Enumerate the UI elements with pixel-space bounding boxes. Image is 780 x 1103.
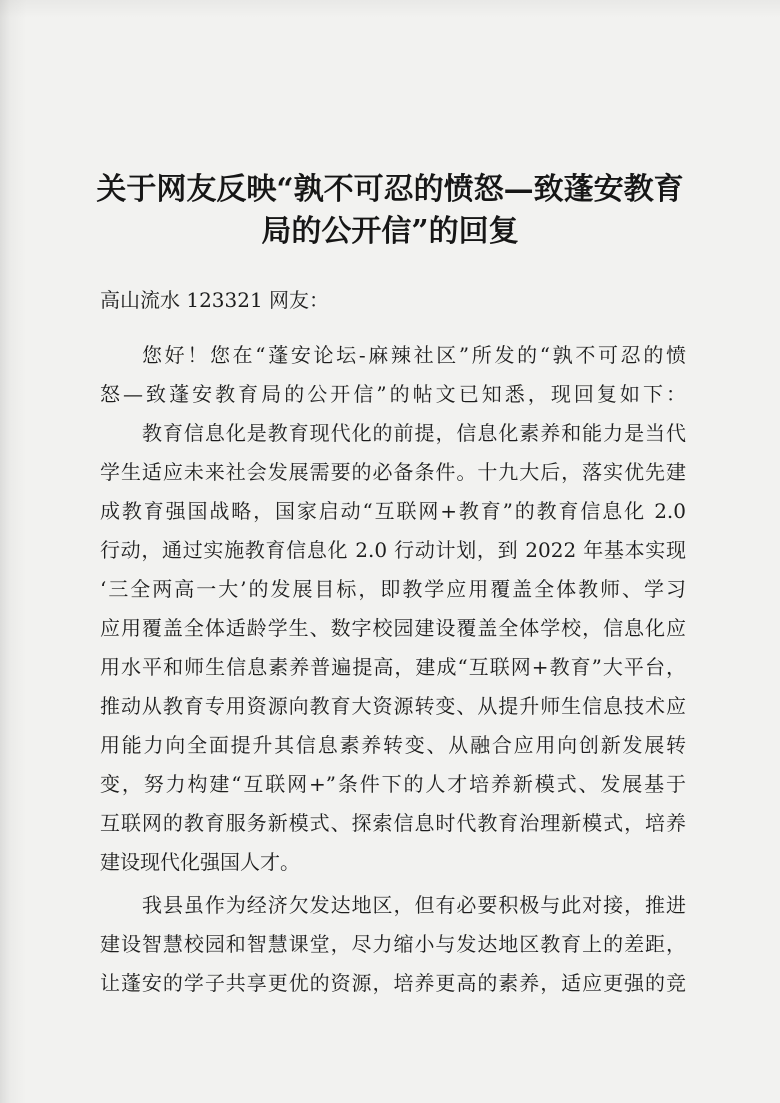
body-line: 建设现代化强国人才。 <box>100 850 300 874</box>
body-line: 成教育强国战略，国家启动“互联网+教育”的教育信息化 2.0 <box>100 499 686 523</box>
paragraph-county-plan <box>100 886 686 1003</box>
paragraph-education-informatization <box>100 414 686 882</box>
body-line: 教育信息化是教育现代化的前提，信息化素养和能力是当代 <box>142 421 686 445</box>
document-body <box>100 281 686 1003</box>
body-line: 用能力向全面提升其信息素养转变、从融合应用向创新发展转 <box>100 733 686 757</box>
body-line: 我县虽作为经济欠发达地区，但有必要积极与此对接，推进 <box>142 893 686 917</box>
body-line: 学生适应未来社会发展需要的必备条件。十九大后，落实优先建 <box>100 460 686 484</box>
title-line-1: 关于网友反映“孰不可忍的愤怒—致蓬安教育 <box>96 172 684 207</box>
body-line: 怒—致蓬安教育局的公开信”的帖文已知悉，现回复如下： <box>100 382 686 406</box>
body-line: 您好！您在“蓬安论坛-麻辣社区”所发的“孰不可忍的愤 <box>142 343 686 367</box>
body-line: 推动从教育专用资源向教育大资源转变、从提升师生信息技术应 <box>100 694 686 718</box>
body-line: 让蓬安的学子共享更优的资源，培养更高的素养，适应更强的竞 <box>100 971 686 995</box>
body-line: 互联网的教育服务新模式、探索信息时代教育治理新模式，培养 <box>100 811 686 835</box>
title-line-2: 局的公开信”的回复 <box>261 214 519 249</box>
body-line: 行动，通过实施教育信息化 2.0 行动计划，到 2022 年基本实现 <box>100 538 686 562</box>
body-line: ‘三全两高一大’的发展目标，即教学应用覆盖全体教师、学习 <box>100 577 686 601</box>
body-line: 用水平和师生信息素养普遍提高，建成“互联网+教育”大平台， <box>100 655 686 679</box>
body-line: 建设智慧校园和智慧课堂，尽力缩小与发达地区教育上的差距， <box>100 932 686 956</box>
body-line: 变，努力构建“互联网+”条件下的人才培养新模式、发展基于 <box>100 772 686 796</box>
document-title <box>0 169 780 253</box>
paragraph-greeting <box>100 336 686 414</box>
body-line: 应用覆盖全体适龄学生、数字校园建设覆盖全体学校，信息化应 <box>100 616 686 640</box>
salutation: 高山流水 123321 网友： <box>100 288 330 312</box>
